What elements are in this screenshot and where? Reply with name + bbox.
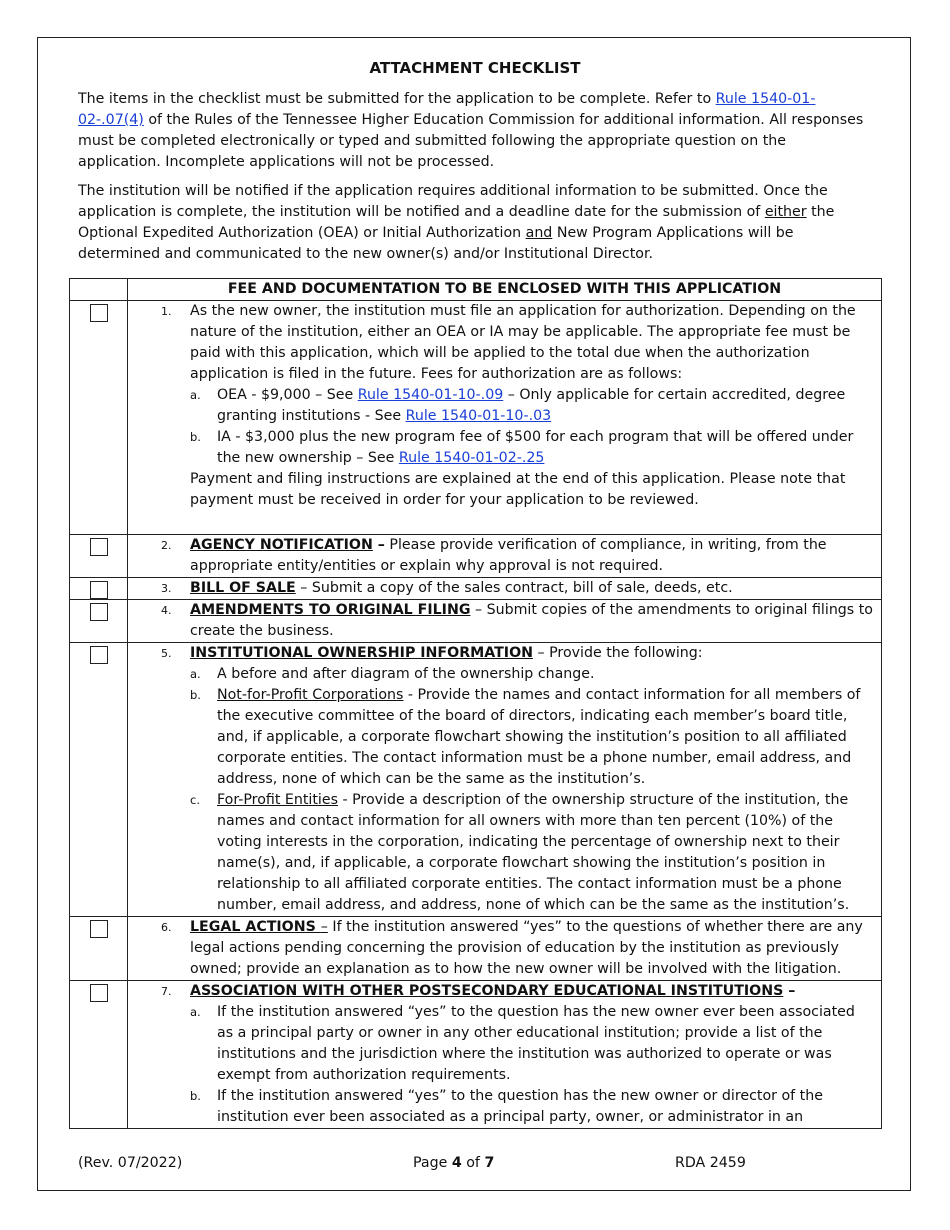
payment-note: Payment and filing instructions are explained at the end of this application. Please note that payment must be received in order for your application to be reviewed. <box>190 471 846 508</box>
item-text: Please provide verification of compliance, in writing, from the appropriate entity/entities or explain why approval is not required. <box>190 537 827 574</box>
checklist-row-bill-of-sale <box>70 578 882 600</box>
sub-item-letter: c. <box>190 793 200 807</box>
sub-item <box>190 1002 875 1086</box>
item-heading: INSTITUTIONAL OWNERSHIP INFORMATION <box>190 645 533 661</box>
sub-item <box>190 664 875 685</box>
page-total: 7 <box>484 1155 495 1171</box>
sub-item-text: OEA - $9,000 – See <box>217 387 358 403</box>
sub-item-label: For-Profit Entities <box>217 792 338 808</box>
item-number: 2. <box>161 539 172 552</box>
sub-item <box>190 427 875 469</box>
page-of: of <box>461 1155 485 1171</box>
page-title: ATTACHMENT CHECKLIST <box>369 59 581 77</box>
intro-paragraph-1 <box>78 89 868 173</box>
intro-text: New Program Applications will be determined and communicated to the new owner(s) and/or Institutional Director. <box>78 225 794 262</box>
page-label: Page <box>413 1155 452 1171</box>
sub-item-text: If the institution answered “yes” to the question has the new owner or director of the institution ever been associated as a principal party, owner, or administrator in an <box>217 1088 823 1125</box>
item-heading: AMENDMENTS TO ORIGINAL FILING <box>190 602 471 618</box>
intro-emphasis: and <box>525 225 553 241</box>
sub-item <box>190 385 875 427</box>
item-heading: ASSOCIATION WITH OTHER POSTSECONDARY EDUCATIONAL INSTITUTIONS <box>190 983 784 999</box>
checklist-row-association <box>70 981 882 1129</box>
list-item <box>128 600 881 642</box>
table-header-row <box>70 279 882 301</box>
checklist-row-legal-actions <box>70 917 882 981</box>
sub-item-text: If the institution answered “yes” to the question has the new owner ever been associated as a principal party or owner in any other educational institution; provide a list of the institutions and the jurisdiction where the institution was authorized to operate or was exempt from authorization requirements. <box>217 1004 855 1083</box>
intro-text: the Optional Expedited Authorization (OEA) or Initial Authorization <box>78 204 835 241</box>
rule-link[interactable]: Rule 1540-01-02-.07(4) <box>78 91 816 128</box>
rule-link[interactable]: Rule 1540-01-02-.25 <box>398 450 545 466</box>
footer-form-number: RDA 2459 <box>675 1155 746 1171</box>
checkbox-item-1[interactable] <box>90 304 108 322</box>
item-number: 6. <box>161 921 172 934</box>
rule-link[interactable]: Rule 1540-01-10-.09 <box>357 387 504 403</box>
page-current: 4 <box>451 1155 462 1171</box>
sub-item <box>190 685 875 790</box>
checkbox-item-6[interactable] <box>90 920 108 938</box>
footer-revision: (Rev. 07/2022) <box>78 1155 183 1171</box>
checkbox-item-4[interactable] <box>90 603 108 621</box>
item-number: 1. <box>161 305 172 318</box>
intro-text: of the Rules of the Tennessee Higher Education Commission for additional information. All responses must be completed electronically or typed and submitted following the appropriate question on the application. Incomplete applications will not be processed. <box>78 112 864 170</box>
sub-item-letter: a. <box>190 667 201 681</box>
sub-item-text: A before and after diagram of the ownership change. <box>217 666 595 682</box>
item-text: – Provide the following: <box>533 645 703 661</box>
sub-item-letter: a. <box>190 1005 201 1019</box>
item-dash: – <box>320 919 328 935</box>
sub-item-letter: b. <box>190 1089 201 1103</box>
sub-item <box>190 1086 875 1128</box>
list-item <box>128 981 881 1128</box>
sub-item-text: - Provide a description of the ownership structure of the institution, the names and contact information for all owners with more than ten percent (10%) of the voting interests in the corporation, indicating the percentage of ownership next to their name(s), and, if applicable, a corporate flowchart showing the institution’s position in relationship to all affiliated corporate entities. The contact information must be a phone number, email address, and address, none of which can be the same as the institution’s. <box>217 792 850 913</box>
intro-text: The institution will be notified if the application requires additional information to be submitted. Once the application is complete, the institution will be notified and a deadline date for the submission of <box>78 183 828 220</box>
sub-item-letter: b. <box>190 430 201 444</box>
intro-emphasis: either <box>764 204 807 220</box>
item-text: If the institution answered “yes” to the questions of whether there are any legal actions pending concerning the provision of education by the institution as previously owned; provide an explanation as to how the new owner will be involved with the litigation. <box>190 919 863 977</box>
checkbox-item-7[interactable] <box>90 984 108 1002</box>
item-text: – Submit a copy of the sales contract, bill of sale, deeds, etc. <box>295 580 733 596</box>
sub-item-text: IA - $3,000 plus the new program fee of $500 for each program that will be offered under the new ownership – See <box>217 429 854 466</box>
item-number: 5. <box>161 647 172 660</box>
intro-paragraph-2 <box>78 181 868 265</box>
sub-item <box>190 790 875 916</box>
sub-item-letter: a. <box>190 388 201 402</box>
table-header: FEE AND DOCUMENTATION TO BE ENCLOSED WITH THIS APPLICATION <box>128 279 882 301</box>
footer-page-number <box>413 1155 494 1171</box>
sub-item-letter: b. <box>190 688 201 702</box>
sub-item-text: - Provide the names and contact information for all members of the executive committee of the board of directors, indicating each member’s board title, and, if applicable, a corporate flowchart showing the institution’s position to all affiliated corporate entities. The contact information must be a phone number, email address, and address, none of which can be the same as the institution’s. <box>217 687 861 787</box>
sub-item-text: – Only applicable for certain accredited, degree granting institutions - See <box>217 387 846 424</box>
list-item <box>128 643 881 916</box>
item-heading: LEGAL ACTIONS <box>190 919 321 935</box>
item-dash: – <box>372 537 385 553</box>
sub-item-label: Not-for-Profit Corporations <box>217 687 404 703</box>
item-number: 7. <box>161 985 172 998</box>
item-number: 3. <box>161 582 172 595</box>
list-item <box>128 535 881 577</box>
list-item <box>128 917 881 980</box>
item-text: – Submit copies of the amendments to original filings to create the business. <box>190 602 873 639</box>
checklist-row-agency-notification <box>70 535 882 578</box>
item-dash: – <box>783 983 796 999</box>
list-item <box>128 578 881 599</box>
list-item <box>128 301 881 511</box>
checklist-row-ownership <box>70 643 882 917</box>
checklist-row-amendments <box>70 600 882 643</box>
checkbox-item-5[interactable] <box>90 646 108 664</box>
checklist-row-fee <box>70 301 882 535</box>
intro-text: The items in the checklist must be submitted for the application to be complete. Refer to <box>78 91 716 107</box>
item-heading: BILL OF SALE <box>190 580 296 596</box>
item-heading: AGENCY NOTIFICATION <box>190 537 373 553</box>
rule-link[interactable]: Rule 1540-01-10-.03 <box>405 408 552 424</box>
checkbox-item-2[interactable] <box>90 538 108 556</box>
item-text: As the new owner, the institution must file an application for authorization. Depending on the nature of the institution, either an OEA or IA may be applicable. The appropriate fee must be paid with this application, which will be applied to the total due when the authorization application is filed in the future. Fees for authorization are as follows: <box>190 303 856 382</box>
item-number: 4. <box>161 604 172 617</box>
table-header-blank <box>70 279 128 301</box>
attachment-checklist-table <box>69 278 882 1129</box>
checkbox-item-3[interactable] <box>90 581 108 599</box>
